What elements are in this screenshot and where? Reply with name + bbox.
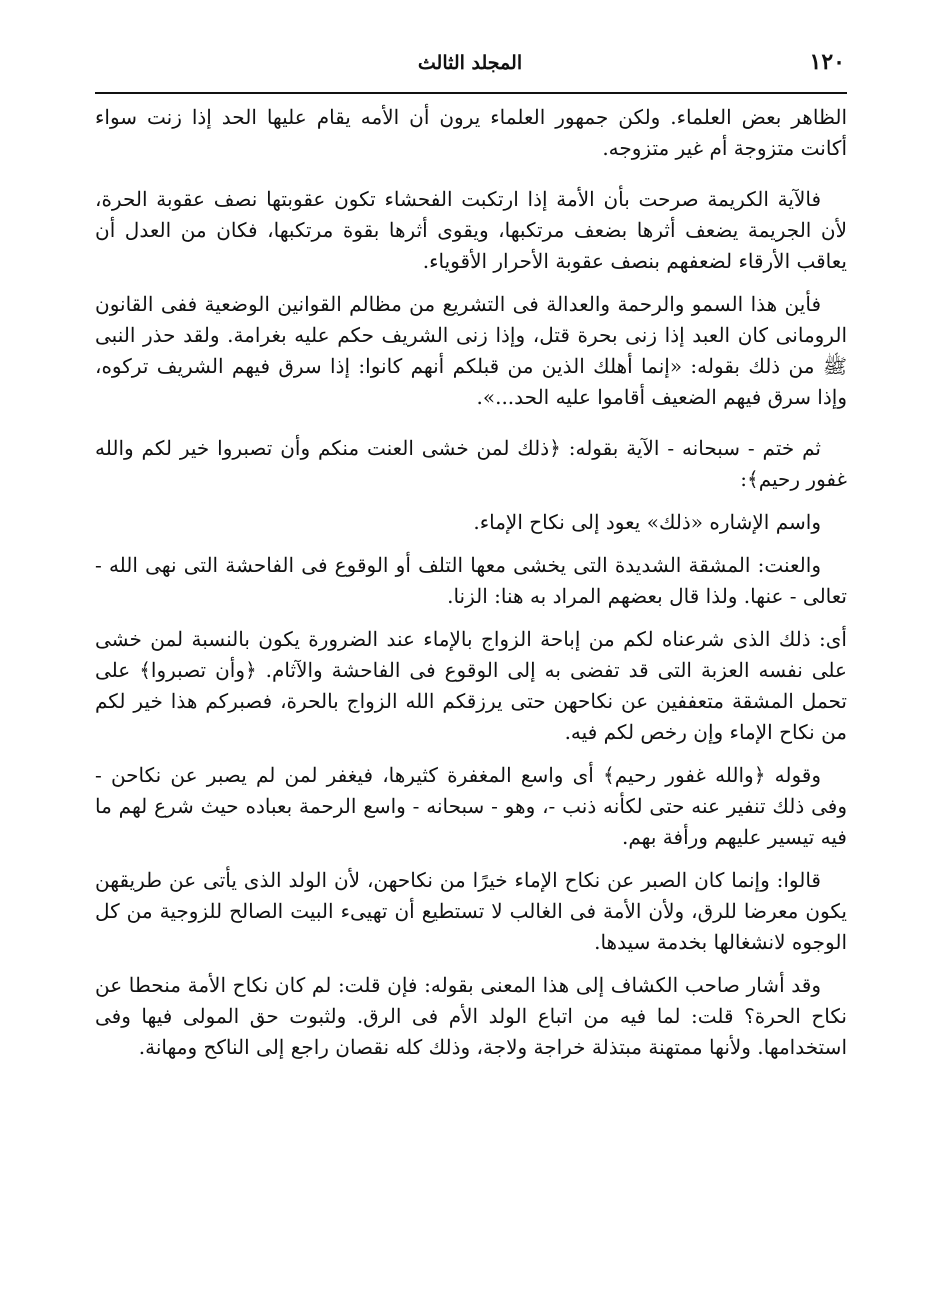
paragraph: أى: ذلك الذى شرعناه لكم من إباحة الزواج بالإماء عند الضرورة يكون بالنسبة لمن خشى على نفسه العزبة التى قد تفضى به إلى الوقوع فى الفاحشة والآثام. ﴿وأن تصبروا﴾ على تحمل المشقة متعففين عن نكاحهن حتى يرزقكم الله الزواج بالحرة، فصبركم هذا خير لكم من نكاح الإماء وإن رخص لكم فيه.: [95, 627, 847, 744]
header-divider: [95, 92, 847, 94]
paragraph: فالآية الكريمة صرحت بأن الأمة إذا ارتكبت الفحشاء تكون عقوبتها نصف عقوبة الحرة، لأن الجريمة يضعف أثرها بضعف مرتكبها، ويقوى أثرها بقوة مرتكبها، فكان من العدل أن يعاقب الأرقاء لضعفهم بنصف عقوبة الأحرار الأقوياء.: [95, 187, 847, 273]
paragraph: الظاهر بعض العلماء. ولكن جمهور العلماء يرون أن الأمه يقام عليها الحد إذا زنت سواء أكانت متزوجة أم غير متزوجه.: [95, 105, 847, 160]
paragraph: وقد أشار صاحب الكشاف إلى هذا المعنى بقوله: فإن قلت: لم كان نكاح الأمة منحطا عن نكاح الحرة؟ قلت: لما فيه من اتباع الولد الأم فى الرق. ولثبوت حق المولى فيها وفى استخدامها. ولأنها ممتهنة مبتذلة خراجة ولاجة، وذلك كله نقصان راجع إلى الناكح ومهانة.: [95, 973, 847, 1059]
running-title: المجلد الثالث: [417, 52, 523, 74]
paragraph: وقوله ﴿والله غفور رحيم﴾ أى واسع المغفرة كثيرها، فيغفر لمن لم يصبر عن نكاحن - وفى ذلك تنفير عنه حتى لكأنه ذنب -، وهو - سبحانه - واسع الرحمة بعباده حيث شرع لهم ما فيه تيسير عليهم ورأفة بهم.: [95, 763, 847, 849]
paragraph: ثم ختم - سبحانه - الآية بقوله: ﴿ذلك لمن خشى العنت منكم وأن تصبروا خير لكم والله غفور رحيم﴾:: [95, 436, 847, 491]
page-header: [95, 48, 845, 84]
body-text: [95, 102, 847, 1075]
paragraph: والعنت: المشقة الشديدة التى يخشى معها التلف أو الوقوع فى الفاحشة التى نهى الله - تعالى - عنها. ولذا قال بعضهم المراد به هنا: الزنا.: [95, 553, 847, 608]
page-number: ١٢٠: [809, 49, 845, 75]
paragraph: قالوا: وإنما كان الصبر عن نكاح الإماء خيرًا من نكاحهن، لأن الولد الذى يأتى عن طريقهن يكون معرضا للرق، ولأن الأمة فى الغالب لا تستطيع أن تهيىء البيت الصالح للزوجية من كل الوجوه لانشغالها بخدمة سيدها.: [95, 868, 847, 954]
paragraph: فأين هذا السمو والرحمة والعدالة فى التشريع من مظالم القوانين الوضعية ففى القانون الرومانى كان العبد إذا زنى بحرة قتل، وإذا زنى الشريف حكم عليه بغرامة. ولقد حذر النبى ﷺ من ذلك بقوله: «إنما أهلك الذين من قبلكم أنهم كانوا: إذا سرق فيهم الشريف تركوه، وإذا سرق فيهم الضعيف أقاموا عليه الحد...».: [95, 292, 848, 409]
paragraph: واسم الإشاره «ذلك» يعود إلى نكاح الإماء.: [473, 510, 821, 534]
